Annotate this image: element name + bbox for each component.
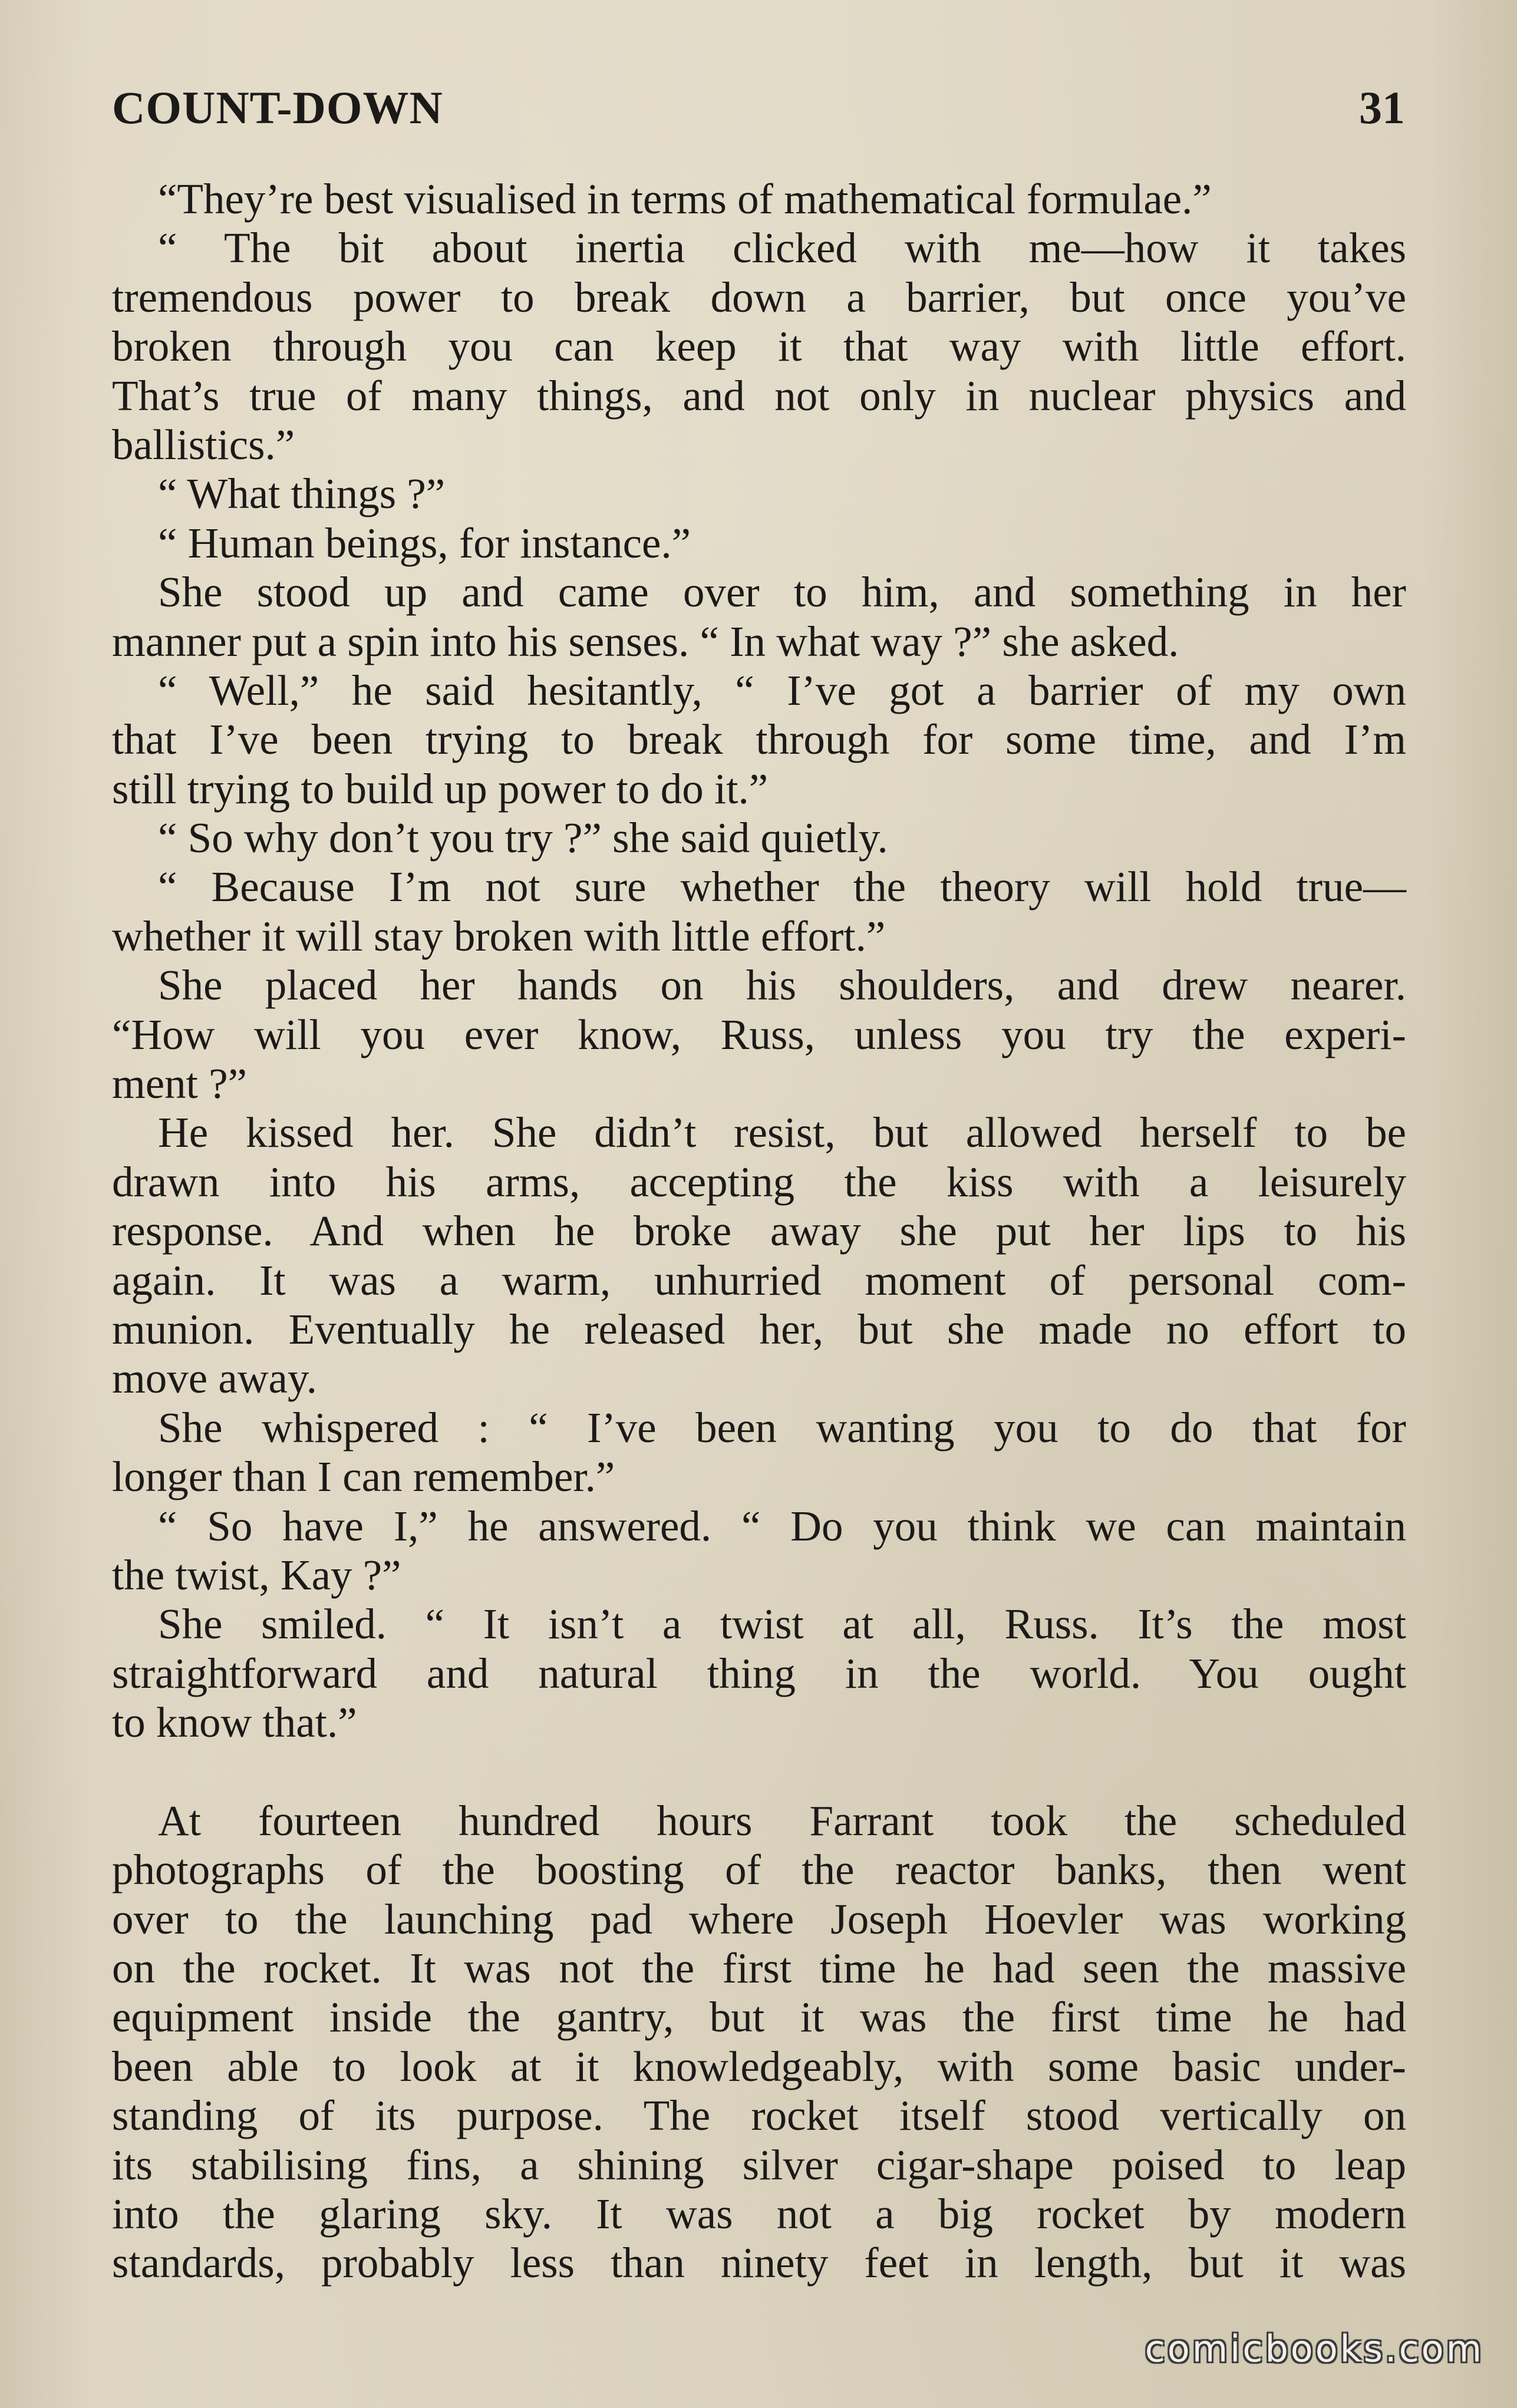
text-line: photographs of the boosting of the reactor banks, then went [112,1846,1406,1894]
text-line: She stood up and came over to him, and something in her [158,568,1406,616]
text-line: She whispered : “ I’ve been wanting you to do that for [158,1403,1406,1452]
text-line: standards, probably less than ninety feet in length, but it was [112,2239,1406,2287]
text-line: She placed her hands on his shoulders, and drew nearer. [158,961,1406,1010]
body-text [112,174,1406,2288]
text-line: equipment inside the gantry, but it was the first time he had [112,1993,1406,2041]
text-line: standing of its purpose. The rocket itself stood vertically on [112,2092,1406,2140]
section-break [112,1747,1406,1796]
text-line: “ Well,” he said hesitantly, “ I’ve got a barrier of my own [158,666,1406,714]
text-line: “ The bit about inertia clicked with me—how it takes [158,224,1406,272]
text-line: tremendous power to break down a barrier, but once you’ve [112,273,1406,321]
text-line: “How will you ever know, Russ, unless you try the experi- [112,1010,1406,1058]
text-line: that I’ve been trying to break through for some time, and I’m [112,715,1406,764]
text-line: on the rocket. It was not the first time he had seen the massive [112,1944,1406,1993]
text-line: straightforward and natural thing in the world. You ought [112,1649,1406,1697]
text-line: ballistics.” [112,420,295,469]
text-line: the twist, Kay ?” [112,1551,401,1599]
text-line: longer than I can remember.” [112,1453,615,1501]
text-line: whether it will stay broken with little effort.” [112,912,886,960]
text-line: to know that.” [112,1698,357,1747]
text-line: broken through you can keep it that way with little effort. [112,322,1406,371]
text-line: At fourteen hundred hours Farrant took the scheduled [158,1796,1406,1845]
watermark-logo: comicbooks.com [1145,2327,1484,2370]
text-line: “ Human beings, for instance.” [158,519,691,567]
text-line: “They’re best visualised in terms of mathematical formulae.” [158,175,1212,223]
text-line: “ So have I,” he answered. “ Do you think we can maintain [158,1502,1406,1550]
text-line: “ Because I’m not sure whether the theory will hold true— [158,863,1406,911]
text-line: been able to look at it knowledgeably, with some basic under- [112,2042,1406,2090]
text-line: “ So why don’t you try ?” she said quietly. [158,814,888,862]
text-line: its stabilising fins, a shining silver cigar-shape poised to leap [112,2140,1406,2189]
text-line: He kissed her. She didn’t resist, but allowed herself to be [158,1109,1406,1157]
text-line: again. It was a warm, unhurried moment of personal com- [112,1256,1406,1304]
running-head-title: COUNT-DOWN [112,82,443,133]
text-line: move away. [112,1354,317,1403]
text-line: “ What things ?” [158,470,446,518]
text-line: over to the launching pad where Joseph Hoevler was working [112,1895,1406,1943]
running-head [112,75,1405,140]
text-line: She smiled. “ It isn’t a twist at all, Russ. It’s the most [158,1600,1406,1648]
text-line: That’s true of many things, and not only in nuclear physics and [112,371,1406,420]
text-line: munion. Eventually he released her, but she made no effort to [112,1305,1406,1353]
text-line: into the glaring sky. It was not a big rocket by modern [112,2190,1406,2238]
text-line: still trying to build up power to do it.” [112,764,769,813]
text-line: manner put a spin into his senses. “ In what way ?” she asked. [112,617,1179,665]
text-line: response. And when he broke away she put her lips to his [112,1207,1406,1255]
text-line: drawn into his arms, accepting the kiss with a leisurely [112,1157,1406,1206]
text-line: ment ?” [112,1060,248,1108]
page-number: 31 [1359,82,1405,133]
